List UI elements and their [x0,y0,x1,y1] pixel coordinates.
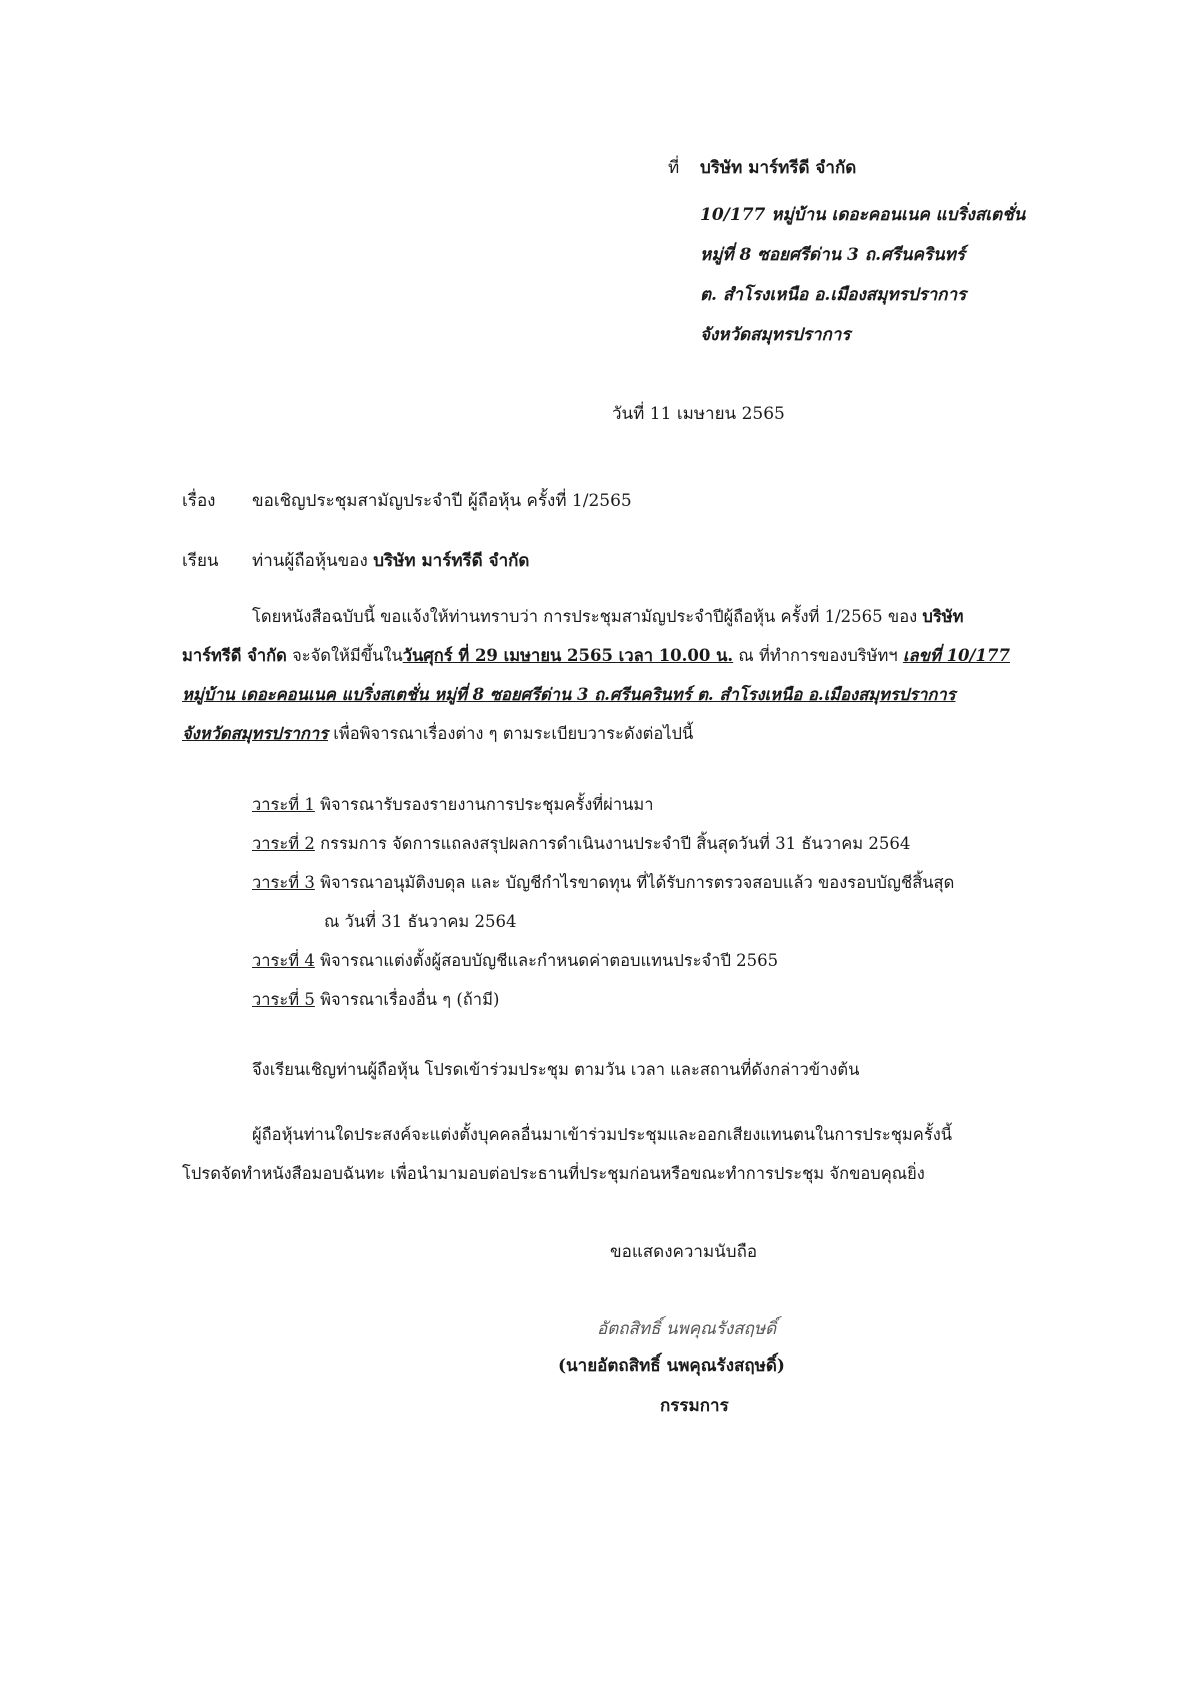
recipient-label: เรียน [182,551,219,571]
paragraph-line [182,714,1032,753]
recipient [252,547,529,574]
agenda-text: กรรมการ จัดการแถลงสรุปผลการดำเนินงานประจำปี สิ้นสุดวันที่ 31 ธันวาคม 2564 [314,834,911,853]
agenda-label: วาระที่ 2 [252,834,315,853]
letter-date: วันที่ 11 เมษายน 2565 [612,404,785,424]
agenda-label: วาระที่ 3 [252,873,315,892]
p1-text: เพื่อพิจารณาเรื่องต่าง ๆ ตามระเบียบวาระดังต่อไปนี้ [328,724,694,743]
paragraph-line: ผู้ถือหุ้นท่านใดประสงค์จะแต่งตั้งบุคคลอื่นมาเข้าร่วมประชุมและออกเสียงแทนตนในการประชุมครั้งนี้ [252,1125,953,1144]
agenda-item [252,824,954,863]
signer-position: กรรมการ [660,1396,729,1416]
signature: อัตถสิทธิ์ นพคุณรังสฤษดิ์ [597,1319,777,1339]
address-line: 10/177 หมู่บ้าน เดอะคอนเนค แบริ่งสเตชั่น [700,205,1026,225]
address-line: หมู่ที่ 8 ซอยศรีด่าน 3 ถ.ศรีนครินทร์ [700,245,966,265]
recipient-company: บริษัท มาร์ทรีดี จำกัด [373,551,530,571]
subject-label: เรื่อง [182,491,216,511]
agenda-item [252,980,954,1019]
meeting-address: หมู่บ้าน เดอะคอนเนค แบริ่งสเตชั่น หมู่ที่ 8 ซอยศรีด่าน 3 ถ.ศรีนครินทร์ ต. สำโรงเหนือ อ.เมืองสมุทรปราการ [182,685,956,704]
paragraph-invitation [182,597,1032,753]
agenda-item-continuation [252,902,954,941]
paragraph-line [182,636,1032,675]
p1-text: จะจัดให้มีขึ้นใน [286,646,403,665]
agenda-list [252,785,954,1019]
paragraph-line: โปรดจัดทำหนังสือมอบฉันทะ เพื่อนำมามอบต่อประธานที่ประชุมก่อนหรือขณะทำการประชุม จักขอบคุณยิ่ง [182,1164,925,1183]
sender-company: บริษัท มาร์ทรีดี จำกัด [700,158,857,178]
agenda-label: วาระที่ 4 [252,951,315,970]
agenda-item [252,863,954,902]
signer-name: (นายอัตถสิทธิ์ นพคุณรังสฤษดิ์) [558,1356,785,1376]
closing-regards: ขอแสดงความนับถือ [610,1242,758,1262]
agenda-text: พิจารณาอนุมัติงบดุล และ บัญชีกำไรขาดทุน ที่ได้รับการตรวจสอบแล้ว ของรอบบัญชีสิ้นสุด [314,873,955,892]
meeting-address: จังหวัดสมุทรปราการ [182,724,328,743]
agenda-text: ณ วันที่ 31 ธันวาคม 2564 [324,912,517,931]
paragraph-line [182,597,1032,636]
paragraph-line [182,675,1032,714]
agenda-text: พิจารณาเรื่องอื่น ๆ (ถ้ามี) [314,990,500,1009]
meeting-datetime: วันศุกร์ ที่ 29 เมษายน 2565 เวลา 10.00 น. [402,646,734,665]
sender-address [700,195,1025,355]
paragraph-attend: จึงเรียนเชิญท่านผู้ถือหุ้น โปรดเข้าร่วมประชุม ตามวัน เวลา และสถานที่ดังกล่าวข้างต้น [252,1060,860,1079]
sender-label: ที่ [668,158,680,178]
p1-company-part: บริษัท [922,607,964,626]
address-line: ต. สำโรงเหนือ อ.เมืองสมุทรปราการ [700,285,967,305]
agenda-item [252,785,954,824]
p1-text: โดยหนังสือฉบับนี้ ขอแจ้งให้ท่านทราบว่า การประชุมสามัญประจำปีผู้ถือหุ้น ครั้งที่ 1/2565 ของ [252,607,923,626]
recipient-text: ท่านผู้ถือหุ้นของ [252,551,368,571]
agenda-text: พิจารณารับรองรายงานการประชุมครั้งที่ผ่านมา [314,795,654,814]
meeting-address: เลขที่ 10/177 [902,646,1011,665]
subject-text: ขอเชิญประชุมสามัญประจำปี ผู้ถือหุ้น ครั้งที่ 1/2565 [252,491,632,511]
address-line: จังหวัดสมุทรปราการ [700,325,851,345]
paragraph-proxy [182,1115,952,1193]
agenda-item [252,941,954,980]
agenda-label: วาระที่ 5 [252,990,315,1009]
p1-text: ณ ที่ทำการของบริษัทฯ [733,646,903,665]
p1-company-part: มาร์ทรีดี จำกัด [182,646,287,665]
agenda-text: พิจารณาแต่งตั้งผู้สอบบัญชีและกำหนดค่าตอบแทนประจำปี 2565 [314,951,779,970]
agenda-label: วาระที่ 1 [252,795,315,814]
